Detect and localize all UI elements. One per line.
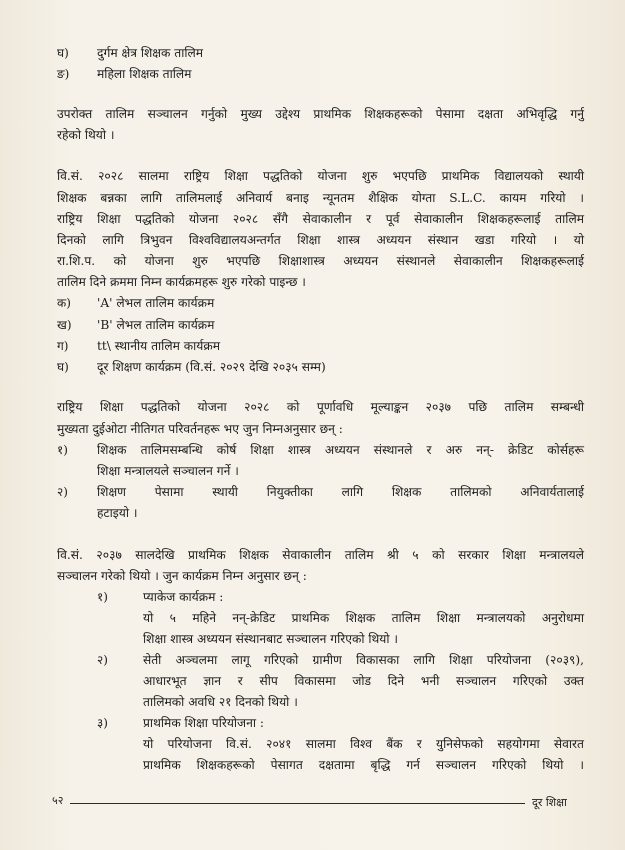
list-marker: ख) — [57, 318, 72, 332]
list-item: दुर्गम क्षेत्र शिक्षक तालिम — [97, 46, 204, 60]
list-item: शिक्षक तालिमसम्बन्धि कोर्ष शिक्षा शास्त्र अध्ययन संस्थानले र अरु नन्- क्रेडिट कोर्सहरू — [97, 443, 584, 457]
list-item: प्राथमिक शिक्षकहरूको पेसागत दक्षतामा बृद्धि गर्न सञ्चालन गरिएको थियो । — [143, 758, 584, 772]
paragraph-line: वि.सं. २०२८ सालमा राष्ट्रिय शिक्षा पद्धतिको योजना शुरु भएपछि प्राथमिक विद्यालयको स्थायी — [57, 169, 584, 183]
list-item-title: प्याकेज कार्यक्रम : — [143, 590, 224, 604]
list-item: तालिमको अवधि २१ दिनको थियो । — [143, 695, 298, 709]
list-marker: क) — [57, 296, 71, 310]
list-item: यो ५ महिने नन्-क्रेडिट प्राथमिक शिक्षक तालिम शिक्षा मन्त्रालयको अनुरोधमा — [143, 611, 584, 625]
list-item: यो परियोजना वि.सं. २०४१ सालमा विश्व बैंक र युनिसेफको सहयोगमा सेवारत — [143, 737, 584, 751]
list-item: महिला शिक्षक तालिम — [97, 67, 192, 81]
list-marker: घ) — [57, 46, 69, 60]
paragraph-line: उपरोक्त तालिम सञ्चालन गर्नुको मुख्य उद्देश्य प्राथमिक शिक्षकहरूको पेसामा दक्षता अभिवृद्धि गर्नु — [57, 107, 584, 121]
list-marker: १) — [57, 443, 68, 457]
list-item-title: प्राथमिक शिक्षा परियोजना : — [143, 716, 265, 730]
list-marker: घ) — [57, 360, 69, 374]
paragraph-line: राष्ट्रिय शिक्षा पद्धतिको योजना २०२८ को पूर्णावधि मूल्याङ्कन २०३७ पछि तालिम सम्बन्धी — [57, 400, 584, 414]
paragraph-line: राष्ट्रिय शिक्षा पद्धतिको योजना २०२८ सँगै सेवाकालीन र पूर्व सेवाकालीन शिक्षकहरूलाई तालिम — [57, 212, 584, 226]
paragraph-line: दिनको लागि त्रिभुवन विश्वविद्यालयअन्तर्गत शिक्षा शास्त्र अध्ययन संस्थान खडा गरियो । यो — [57, 233, 584, 247]
list-item: शिक्षण पेसामा स्थायी नियुक्तीका लागि शिक्षक तालिमको अनिवार्यतालाई — [97, 485, 584, 499]
paragraph-line: शिक्षक बन्नका लागि तालिमलाई अनिवार्य बनाइ न्यूनतम शैक्षिक योग्ता S.L.C. कायम गरियो । — [57, 191, 584, 205]
running-title: दूर शिक्षा — [532, 796, 567, 809]
list-item: दूर शिक्षण कार्यक्रम (वि.सं. २०२९ देखि २०३५ सम्म) — [97, 360, 326, 374]
list-item: 'A' लेभल तालिम कार्यक्रम — [97, 296, 215, 310]
footer-rule — [70, 803, 525, 804]
list-item: शिक्षा शास्त्र अध्ययन संस्थानबाट सञ्चालन गरिएको थियो । — [143, 632, 399, 646]
paragraph-line: रहेको थियो । — [57, 128, 115, 142]
list-item: आधारभूत ज्ञान र सीप विकासमा जोड दिने भनी सञ्चालन गरिएको उक्त — [143, 674, 584, 688]
page-number: ५२ — [52, 794, 64, 807]
list-marker: ३) — [97, 716, 108, 730]
list-item: हटाइयो । — [97, 506, 138, 520]
list-item: शिक्षा मन्त्रालयले सञ्चालन गर्ने । — [97, 464, 239, 478]
list-item: tt\ स्थानीय तालिम कार्यक्रम — [97, 339, 220, 353]
paragraph-line: सञ्चालन गरेको थियो । जुन कार्यक्रम निम्न अनुसार छन् : — [57, 569, 307, 583]
list-marker: २) — [57, 485, 68, 499]
paragraph-line: मुख्यता दुईओटा नीतिगत परिवर्तनहरू भए जुन निम्नअनुसार छन् : — [57, 422, 343, 436]
list-item: सेती अञ्चलमा लागू गरिएको ग्रामीण विकासका लागि शिक्षा परियोजना (२०३९), — [143, 653, 584, 667]
list-marker: २) — [97, 653, 108, 667]
list-item: 'B' लेभल तालिम कार्यक्रम — [97, 318, 215, 332]
paragraph-line: रा.शि.प. को योजना शुरु भएपछि शिक्षाशास्त्र अध्ययन संस्थानले सेवाकालीन शिक्षकहरूलाई — [57, 254, 584, 268]
list-marker: ङ) — [57, 67, 70, 81]
paragraph-line: वि.सं. २०३७ सालदेखि प्राथमिक शिक्षक सेवाकालीन तालिम श्री ५ को सरकार शिक्षा मन्त्रालयले — [57, 548, 584, 562]
paragraph-line: तालिम दिने क्रममा निम्न कार्यक्रमहरू शुरु गरेको पाइन्छ । — [57, 275, 306, 289]
list-marker: ग) — [57, 339, 69, 353]
list-marker: १) — [97, 590, 108, 604]
